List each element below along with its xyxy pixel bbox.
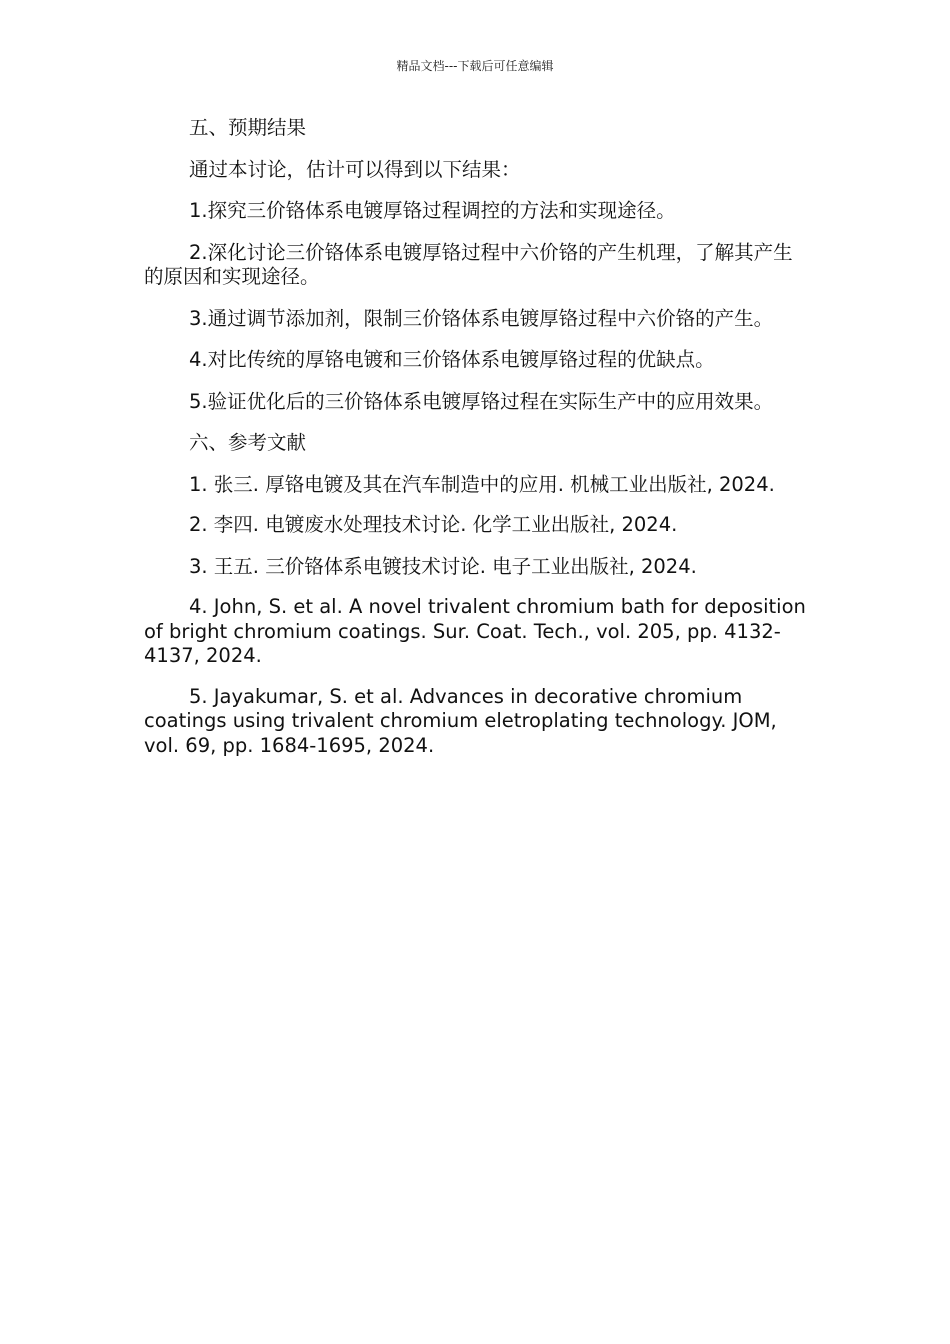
page-header: 精品文档---下载后可任意编辑: [396, 59, 554, 73]
reference-item: 1. 张三. 厚铬电镀及其在汽车制造中的应用. 机械工业出版社, 2024.: [189, 472, 775, 496]
expected-result-item: 2.深化讨论三价铬体系电镀厚铬过程中六价铬的产生机理，了解其产生的原因和实现途径。: [144, 240, 793, 288]
expected-result-item: 5.验证优化后的三价铬体系电镀厚铬过程在实际生产中的应用效果。: [189, 389, 774, 413]
reference-item: 2. 李四. 电镀废水处理技术讨论. 化学工业出版社, 2024.: [189, 513, 678, 536]
expected-results-intro: 通过本讨论，估计可以得到以下结果：: [189, 157, 521, 181]
expected-result-item: 1.探究三价铬体系电镀厚铬过程调控的方法和实现途径。: [189, 199, 676, 222]
reference-item: 5. Jayakumar, S. et al. Advances in decorative chromium coatings using trivalent chromium eletroplating technology. JOM, vol. 69, pp. 1684-1695, 2024.: [144, 684, 777, 757]
expected-result-item: 4.对比传统的厚铬电镀和三价铬体系电镀厚铬过程的优缺点。: [189, 348, 715, 371]
document-body: [144, 116, 809, 758]
reference-item: 3. 王五. 三价铬体系电镀技术讨论. 电子工业出版社, 2024.: [189, 554, 697, 578]
expected-result-item: 3.通过调节添加剂，限制三价铬体系电镀厚铬过程中六价铬的产生。: [189, 306, 774, 330]
section-heading-expected-results: 五、预期结果: [189, 116, 307, 139]
section-heading-references: 六、参考文献: [189, 431, 307, 454]
reference-item: 4. John, S. et al. A novel trivalent chromium bath for deposition of bright chromium coatings. Sur. Coat. Tech., vol. 205, pp. 4132-4137, 2024.: [144, 595, 806, 667]
